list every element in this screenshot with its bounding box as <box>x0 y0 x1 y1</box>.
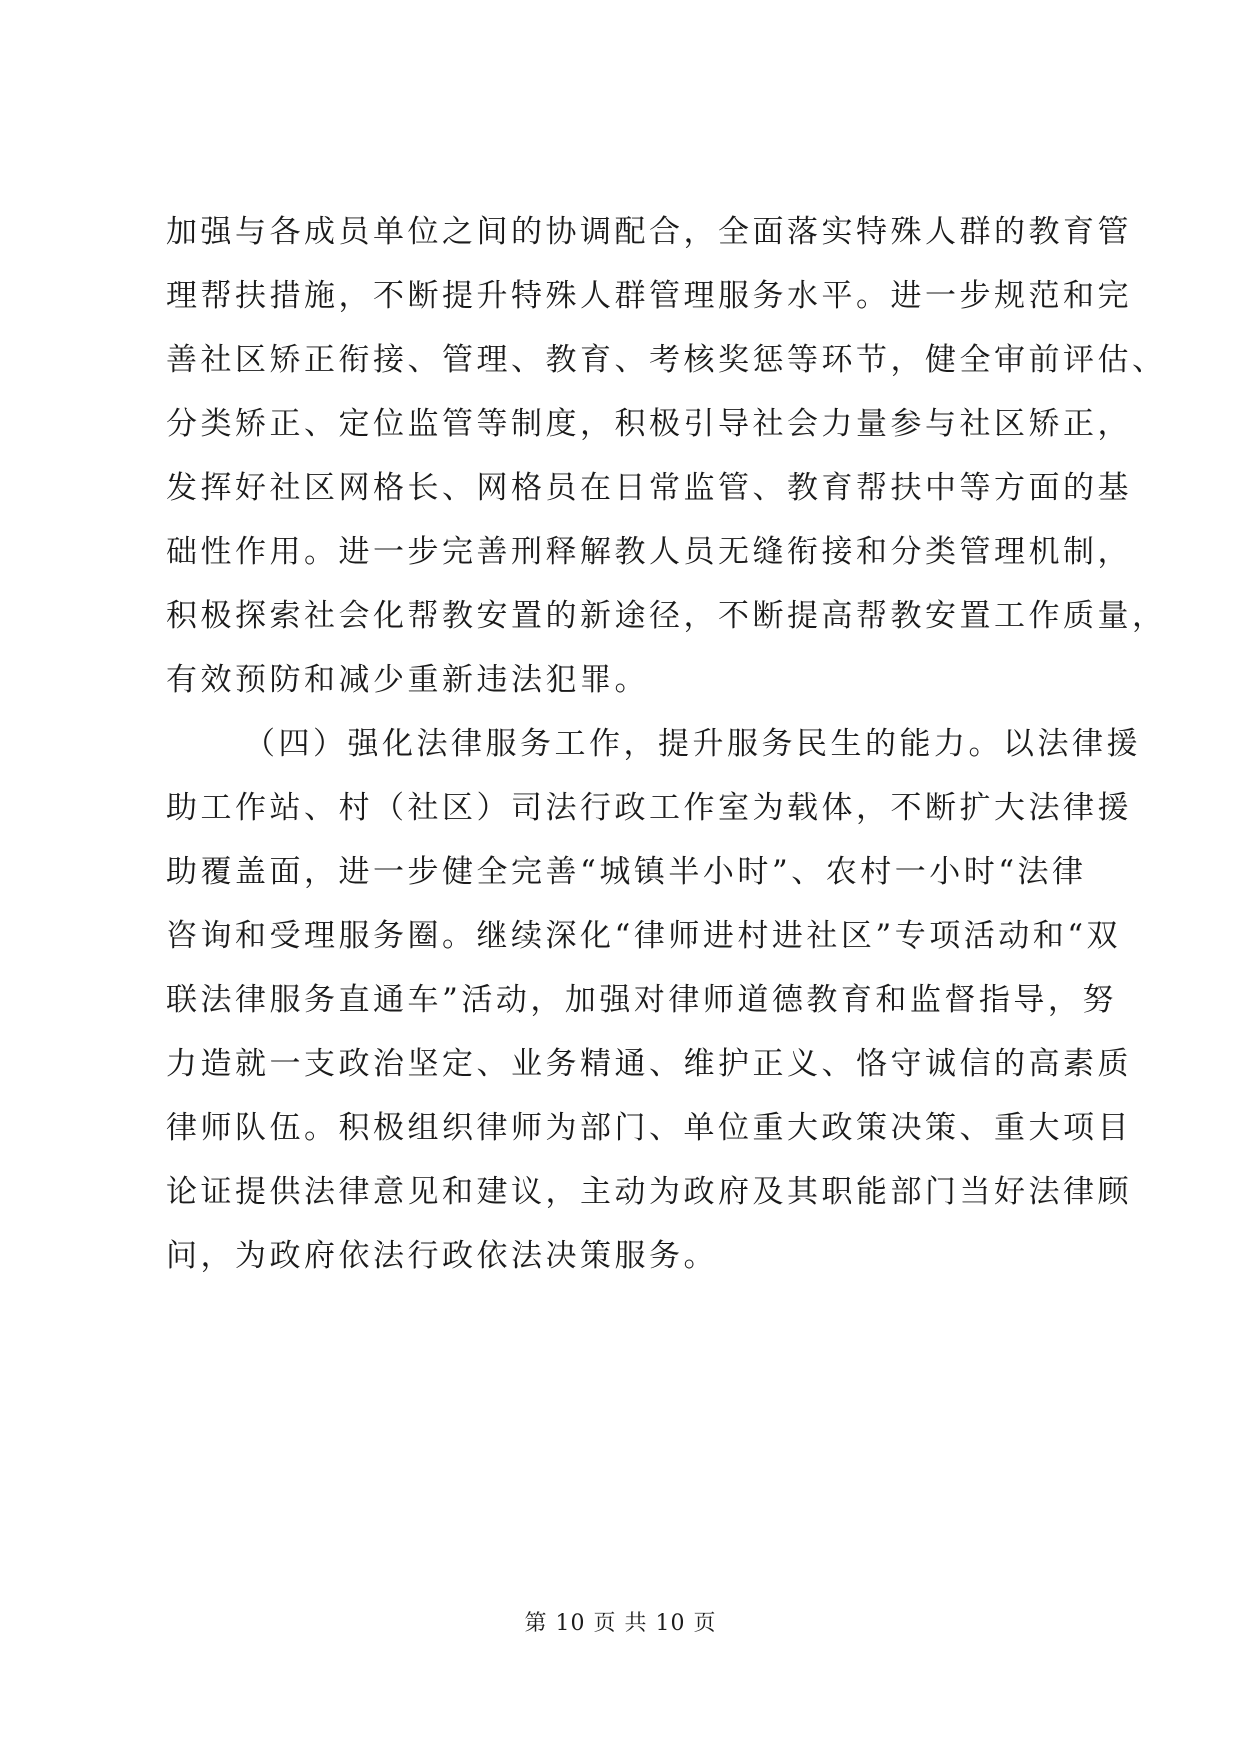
text-line: 助覆盖面，进一步健全完善“城镇半小时”、农村一小时“法律 <box>166 854 1087 890</box>
text-line: 发挥好社区网格长、网格员在日常监管、教育帮扶中等方面的基 <box>166 470 1132 506</box>
text-line: 础性作用。进一步完善刑释解教人员无缝衔接和分类管理机制， <box>166 534 1132 570</box>
text-line: 积极探索社会化帮教安置的新途径，不断提高帮教安置工作质量， <box>166 598 1167 634</box>
text-line: 力造就一支政治坚定、业务精通、维护正义、恪守诚信的高素质 <box>166 1046 1132 1082</box>
text-line: 有效预防和减少重新违法犯罪。 <box>166 662 649 698</box>
text-line: 助工作站、村（社区）司法行政工作室为载体，不断扩大法律援 <box>166 790 1132 826</box>
section-heading-line: （四）强化法律服务工作，提升服务民生的能力。以法律援 <box>244 726 1141 762</box>
text-line: 善社区矫正衔接、管理、教育、考核奖惩等环节，健全审前评估、 <box>166 342 1167 378</box>
text-line: 论证提供法律意见和建议，主动为政府及其职能部门当好法律顾 <box>166 1174 1132 1210</box>
paragraph-special-groups <box>166 200 1167 712</box>
text-line: 律师队伍。积极组织律师为部门、单位重大政策决策、重大项目 <box>166 1110 1132 1146</box>
text-line: 加强与各成员单位之间的协调配合，全面落实特殊人群的教育管 <box>166 214 1132 250</box>
document-body <box>166 200 1167 1288</box>
page-number-label: 第 10 页 共 10 页 <box>524 1611 717 1636</box>
text-line: 分类矫正、定位监管等制度，积极引导社会力量参与社区矫正， <box>166 406 1132 442</box>
text-line: 问，为政府依法行政依法决策服务。 <box>166 1238 718 1274</box>
page-footer <box>0 1606 1241 1637</box>
text-line: 理帮扶措施，不断提升特殊人群管理服务水平。进一步规范和完 <box>166 278 1132 314</box>
text-line: 联法律服务直通车”活动，加强对律师道德教育和监督指导，努 <box>166 982 1117 1018</box>
paragraph-legal-services <box>166 712 1141 1288</box>
text-line: 咨询和受理服务圈。继续深化“律师进村进社区”专项活动和“双 <box>166 918 1122 954</box>
